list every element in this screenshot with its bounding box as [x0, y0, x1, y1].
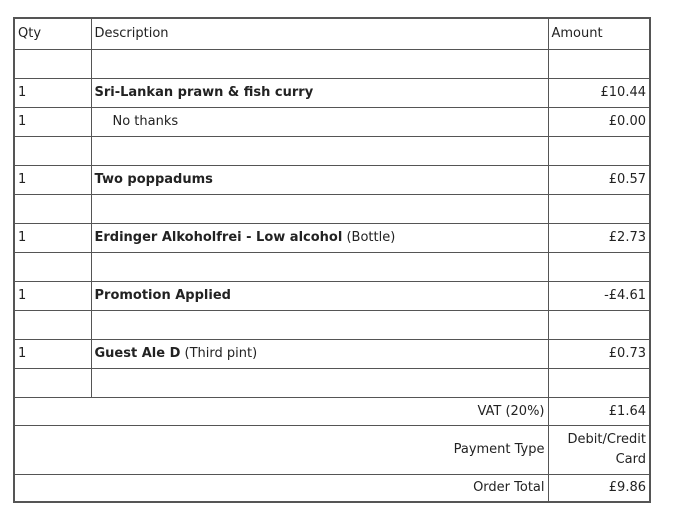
payment-type-line2: Card — [615, 452, 646, 467]
order-total-label: Order Total — [14, 475, 548, 503]
item-name: No thanks — [112, 114, 179, 129]
item-amount: £0.00 — [548, 108, 650, 137]
table-row — [14, 282, 650, 311]
item-amount: £0.57 — [548, 166, 650, 195]
description-column-header: Description — [91, 18, 548, 50]
item-amount: £0.73 — [548, 340, 650, 369]
item-qty: 1 — [14, 224, 91, 253]
table-row — [14, 340, 650, 369]
payment-row — [14, 426, 650, 475]
item-name: Guest Ale D — [94, 346, 181, 361]
spacer-row — [14, 369, 650, 398]
item-description — [91, 108, 548, 137]
vat-amount: £1.64 — [548, 398, 650, 426]
item-name: Promotion Applied — [94, 288, 231, 303]
item-description — [91, 340, 548, 369]
total-row — [14, 475, 650, 503]
spacer-row — [14, 311, 650, 340]
item-qty: 1 — [14, 166, 91, 195]
vat-row — [14, 398, 650, 426]
item-description — [91, 79, 548, 108]
spacer-row — [14, 195, 650, 224]
table-row — [14, 108, 650, 137]
table-row — [14, 166, 650, 195]
header-row — [14, 18, 650, 50]
spacer-row — [14, 253, 650, 282]
item-qty: 1 — [14, 340, 91, 369]
spacer-row — [14, 50, 650, 79]
payment-type-value — [548, 426, 650, 475]
item-note: (Bottle) — [346, 230, 396, 245]
item-description — [91, 166, 548, 195]
qty-column-header: Qty — [14, 18, 91, 50]
item-qty: 1 — [14, 79, 91, 108]
table-row — [14, 224, 650, 253]
vat-label: VAT (20%) — [14, 398, 548, 426]
spacer-row — [14, 137, 650, 166]
item-name: Two poppadums — [94, 172, 213, 187]
payment-type-label: Payment Type — [14, 426, 548, 475]
payment-type-line1: Debit/Credit — [567, 432, 646, 447]
order-total-amount: £9.86 — [548, 475, 650, 503]
item-qty: 1 — [14, 282, 91, 311]
amount-column-header: Amount — [548, 18, 650, 50]
item-name: Erdinger Alkoholfrei - Low alcohol — [94, 230, 343, 245]
item-note: (Third pint) — [184, 346, 258, 361]
order-receipt-table — [13, 17, 651, 503]
item-description — [91, 224, 548, 253]
item-amount: £10.44 — [548, 79, 650, 108]
item-qty: 1 — [14, 108, 91, 137]
item-amount: £2.73 — [548, 224, 650, 253]
item-amount: -£4.61 — [548, 282, 650, 311]
table-row — [14, 79, 650, 108]
item-description — [91, 282, 548, 311]
item-name: Sri-Lankan prawn & fish curry — [94, 85, 314, 100]
